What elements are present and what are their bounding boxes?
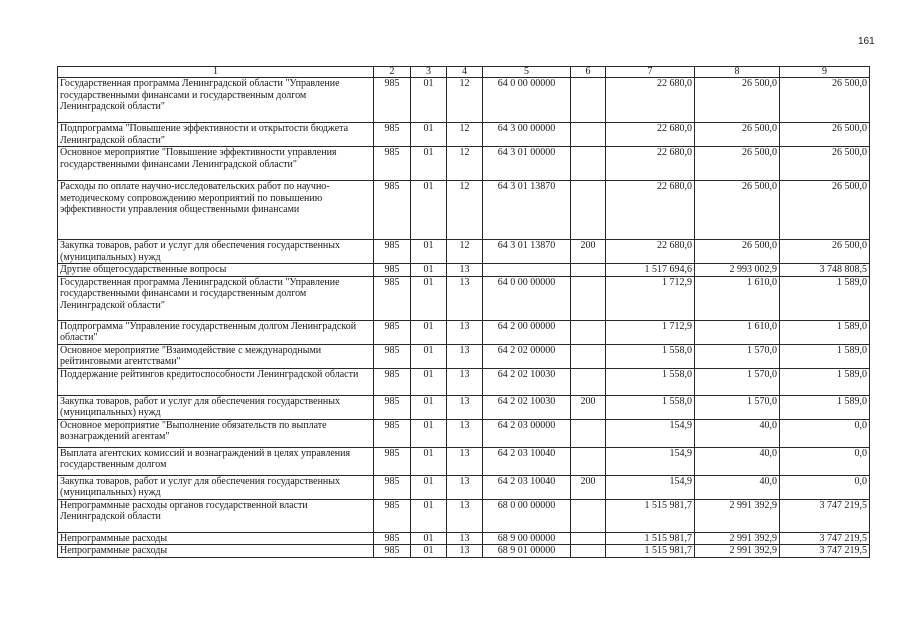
table-cell-col6 <box>571 320 606 344</box>
table-cell-col4: 13 <box>447 320 483 344</box>
table-cell-col2: 985 <box>374 475 411 499</box>
table-cell-col7: 1 515 981,7 <box>606 532 695 545</box>
table-cell-col7: 1 558,0 <box>606 344 695 368</box>
table-cell-col3: 01 <box>411 147 447 181</box>
table-row <box>58 532 870 545</box>
table-row <box>58 147 870 181</box>
table-row <box>58 499 870 532</box>
table-cell-col4: 13 <box>447 532 483 545</box>
table-cell-col9: 1 589,0 <box>780 320 870 344</box>
table-cell-col4: 12 <box>447 78 483 123</box>
column-header-3: 3 <box>411 67 447 78</box>
table-cell-col6 <box>571 78 606 123</box>
table-cell-col8: 40,0 <box>695 419 780 447</box>
table-cell-col6 <box>571 181 606 240</box>
table-cell-col3: 01 <box>411 276 447 320</box>
table-cell-col1: Поддержание рейтингов кредитоспособности Ленинградской области <box>58 368 374 395</box>
table-cell-col4: 13 <box>447 264 483 277</box>
table-cell-col7: 1 515 981,7 <box>606 499 695 532</box>
table-cell-col1: Основное мероприятие "Взаимодействие с международными рейтинговыми агентствами" <box>58 344 374 368</box>
table-cell-col1: Основное мероприятие "Выполнение обязательств по выплате вознаграждений агентам" <box>58 419 374 447</box>
table-cell-col4: 13 <box>447 395 483 419</box>
column-header-5: 5 <box>483 67 571 78</box>
table-cell-col5: 64 3 01 00000 <box>483 147 571 181</box>
table-cell-col9: 0,0 <box>780 475 870 499</box>
table-cell-col1: Закупка товаров, работ и услуг для обеспечения государственных (муниципальных) нужд <box>58 395 374 419</box>
table-cell-col7: 1 517 694,6 <box>606 264 695 277</box>
table-cell-col6 <box>571 499 606 532</box>
table-cell-col8: 1 570,0 <box>695 344 780 368</box>
table-cell-col3: 01 <box>411 344 447 368</box>
table-row <box>58 240 870 264</box>
table-cell-col7: 1 712,9 <box>606 320 695 344</box>
column-header-6: 6 <box>571 67 606 78</box>
table-row <box>58 447 870 475</box>
table-cell-col4: 13 <box>447 499 483 532</box>
table-cell-col5: 64 3 00 00000 <box>483 123 571 147</box>
table-row <box>58 320 870 344</box>
table-cell-col2: 985 <box>374 320 411 344</box>
table-cell-col5: 64 0 00 00000 <box>483 276 571 320</box>
table-cell-col4: 12 <box>447 123 483 147</box>
page-number: 161 <box>858 36 875 47</box>
table-cell-col3: 01 <box>411 499 447 532</box>
table-cell-col6 <box>571 532 606 545</box>
table-cell-col5: 64 0 00 00000 <box>483 78 571 123</box>
table-cell-col2: 985 <box>374 419 411 447</box>
table-cell-col5: 68 0 00 00000 <box>483 499 571 532</box>
table-cell-col6: 200 <box>571 395 606 419</box>
table-cell-col4: 12 <box>447 181 483 240</box>
table-cell-col7: 22 680,0 <box>606 78 695 123</box>
column-header-2: 2 <box>374 67 411 78</box>
table-cell-col3: 01 <box>411 123 447 147</box>
table-cell-col9: 1 589,0 <box>780 395 870 419</box>
table-cell-col6 <box>571 147 606 181</box>
table-cell-col5: 64 2 03 10040 <box>483 447 571 475</box>
table-cell-col8: 2 991 392,9 <box>695 499 780 532</box>
table-cell-col5: 64 2 02 10030 <box>483 395 571 419</box>
table-cell-col9: 1 589,0 <box>780 368 870 395</box>
table-cell-col5: 64 2 02 00000 <box>483 344 571 368</box>
table-cell-col1: Закупка товаров, работ и услуг для обеспечения государственных (муниципальных) нужд <box>58 475 374 499</box>
table-cell-col9: 0,0 <box>780 419 870 447</box>
table-cell-col7: 22 680,0 <box>606 123 695 147</box>
column-header-7: 7 <box>606 67 695 78</box>
table-cell-col4: 13 <box>447 344 483 368</box>
table-cell-col1: Выплата агентских комиссий и вознаграждений в целях управления государственным долгом <box>58 447 374 475</box>
table-cell-col8: 1 570,0 <box>695 368 780 395</box>
table-cell-col4: 13 <box>447 276 483 320</box>
budget-table <box>57 66 870 558</box>
table-cell-col4: 13 <box>447 545 483 558</box>
table-cell-col7: 22 680,0 <box>606 181 695 240</box>
table-cell-col8: 26 500,0 <box>695 147 780 181</box>
table-cell-col5: 64 2 00 00000 <box>483 320 571 344</box>
table-cell-col9: 3 747 219,5 <box>780 532 870 545</box>
table-cell-col6 <box>571 368 606 395</box>
table-cell-col1: Расходы по оплате научно-исследовательских работ по научно-методическому сопровождению мероприятий по повышению эффективности управления общественными финансами <box>58 181 374 240</box>
table-cell-col2: 985 <box>374 264 411 277</box>
table-cell-col9: 3 747 219,5 <box>780 499 870 532</box>
table-cell-col3: 01 <box>411 419 447 447</box>
table-cell-col8: 40,0 <box>695 447 780 475</box>
table-cell-col7: 22 680,0 <box>606 240 695 264</box>
table-cell-col1: Непрограммные расходы <box>58 532 374 545</box>
table-cell-col1: Закупка товаров, работ и услуг для обеспечения государственных (муниципальных) нужд <box>58 240 374 264</box>
table-cell-col4: 13 <box>447 447 483 475</box>
table-cell-col1: Подпрограмма "Повышение эффективности и открытости бюджета Ленинградской области" <box>58 123 374 147</box>
table-cell-col4: 12 <box>447 147 483 181</box>
table-cell-col2: 985 <box>374 395 411 419</box>
table-cell-col1: Государственная программа Ленинградской области "Управление государственными финансами и государственным долгом Ленинградской области" <box>58 276 374 320</box>
table-cell-col1: Непрограммные расходы органов государственной власти Ленинградской области <box>58 499 374 532</box>
table-cell-col4: 13 <box>447 368 483 395</box>
table-cell-col2: 985 <box>374 240 411 264</box>
table-cell-col7: 1 515 981,7 <box>606 545 695 558</box>
table-body <box>58 78 870 558</box>
table-cell-col9: 26 500,0 <box>780 78 870 123</box>
table-cell-col3: 01 <box>411 532 447 545</box>
table-cell-col2: 985 <box>374 147 411 181</box>
table-cell-col8: 2 993 002,9 <box>695 264 780 277</box>
table-cell-col2: 985 <box>374 344 411 368</box>
table-cell-col7: 154,9 <box>606 447 695 475</box>
table-cell-col8: 1 570,0 <box>695 395 780 419</box>
table-row <box>58 78 870 123</box>
table-cell-col6 <box>571 545 606 558</box>
table-cell-col3: 01 <box>411 240 447 264</box>
column-header-8: 8 <box>695 67 780 78</box>
table-cell-col7: 154,9 <box>606 475 695 499</box>
table-cell-col8: 26 500,0 <box>695 240 780 264</box>
table-cell-col5 <box>483 264 571 277</box>
table-row <box>58 419 870 447</box>
table-cell-col8: 40,0 <box>695 475 780 499</box>
table-cell-col5: 68 9 00 00000 <box>483 532 571 545</box>
table-cell-col2: 985 <box>374 123 411 147</box>
table-header-row <box>58 67 870 78</box>
table-cell-col6: 200 <box>571 475 606 499</box>
table-cell-col6 <box>571 344 606 368</box>
table-cell-col3: 01 <box>411 320 447 344</box>
table-cell-col6 <box>571 447 606 475</box>
table-cell-col8: 1 610,0 <box>695 276 780 320</box>
table-cell-col2: 985 <box>374 368 411 395</box>
table-row <box>58 344 870 368</box>
table-cell-col4: 13 <box>447 475 483 499</box>
table-cell-col5: 64 3 01 13870 <box>483 181 571 240</box>
column-header-9: 9 <box>780 67 870 78</box>
table-cell-col5: 64 3 01 13870 <box>483 240 571 264</box>
table-row <box>58 368 870 395</box>
table-cell-col2: 985 <box>374 532 411 545</box>
table-cell-col5: 64 2 03 10040 <box>483 475 571 499</box>
table-cell-col5: 64 2 02 10030 <box>483 368 571 395</box>
table-cell-col2: 985 <box>374 499 411 532</box>
table-cell-col6 <box>571 419 606 447</box>
table-cell-col7: 22 680,0 <box>606 147 695 181</box>
table-row <box>58 123 870 147</box>
table-row <box>58 475 870 499</box>
table-cell-col7: 1 712,9 <box>606 276 695 320</box>
table-row <box>58 545 870 558</box>
table-cell-col1: Основное мероприятие "Повышение эффективности управления государственными финансами Ленинградской области" <box>58 147 374 181</box>
table-cell-col9: 26 500,0 <box>780 147 870 181</box>
table-cell-col8: 26 500,0 <box>695 123 780 147</box>
table-cell-col6: 200 <box>571 240 606 264</box>
table-cell-col6 <box>571 123 606 147</box>
table-row <box>58 264 870 277</box>
table-cell-col2: 985 <box>374 447 411 475</box>
table-cell-col8: 1 610,0 <box>695 320 780 344</box>
table-cell-col9: 1 589,0 <box>780 276 870 320</box>
table-cell-col6 <box>571 276 606 320</box>
table-cell-col9: 1 589,0 <box>780 344 870 368</box>
table-cell-col2: 985 <box>374 181 411 240</box>
table-row <box>58 276 870 320</box>
table-cell-col9: 26 500,0 <box>780 123 870 147</box>
table-cell-col3: 01 <box>411 545 447 558</box>
table-cell-col1: Государственная программа Ленинградской области "Управление государственными финансами и государственным долгом Ленинградской области" <box>58 78 374 123</box>
table-cell-col3: 01 <box>411 368 447 395</box>
table-cell-col6 <box>571 264 606 277</box>
table-cell-col7: 154,9 <box>606 419 695 447</box>
table-cell-col4: 13 <box>447 419 483 447</box>
table-cell-col3: 01 <box>411 264 447 277</box>
table-cell-col8: 2 991 392,9 <box>695 532 780 545</box>
table-cell-col3: 01 <box>411 447 447 475</box>
table-cell-col8: 26 500,0 <box>695 181 780 240</box>
table-row <box>58 395 870 419</box>
table-cell-col5: 64 2 03 00000 <box>483 419 571 447</box>
table-cell-col8: 26 500,0 <box>695 78 780 123</box>
table-cell-col2: 985 <box>374 545 411 558</box>
table-cell-col9: 26 500,0 <box>780 181 870 240</box>
table-cell-col3: 01 <box>411 475 447 499</box>
table-cell-col3: 01 <box>411 181 447 240</box>
table-row <box>58 181 870 240</box>
table-cell-col5: 68 9 01 00000 <box>483 545 571 558</box>
table-cell-col9: 0,0 <box>780 447 870 475</box>
table-cell-col3: 01 <box>411 78 447 123</box>
table-cell-col2: 985 <box>374 78 411 123</box>
table-cell-col9: 3 748 808,5 <box>780 264 870 277</box>
column-header-1: 1 <box>58 67 374 78</box>
table-cell-col7: 1 558,0 <box>606 395 695 419</box>
table-cell-col3: 01 <box>411 395 447 419</box>
table-cell-col4: 12 <box>447 240 483 264</box>
table-cell-col9: 3 747 219,5 <box>780 545 870 558</box>
table-cell-col8: 2 991 392,9 <box>695 545 780 558</box>
table-cell-col7: 1 558,0 <box>606 368 695 395</box>
table-cell-col2: 985 <box>374 276 411 320</box>
column-header-4: 4 <box>447 67 483 78</box>
table-cell-col1: Непрограммные расходы <box>58 545 374 558</box>
table-cell-col9: 26 500,0 <box>780 240 870 264</box>
table-cell-col1: Другие общегосударственные вопросы <box>58 264 374 277</box>
table-cell-col1: Подпрограмма "Управление государственным долгом Ленинградской области" <box>58 320 374 344</box>
